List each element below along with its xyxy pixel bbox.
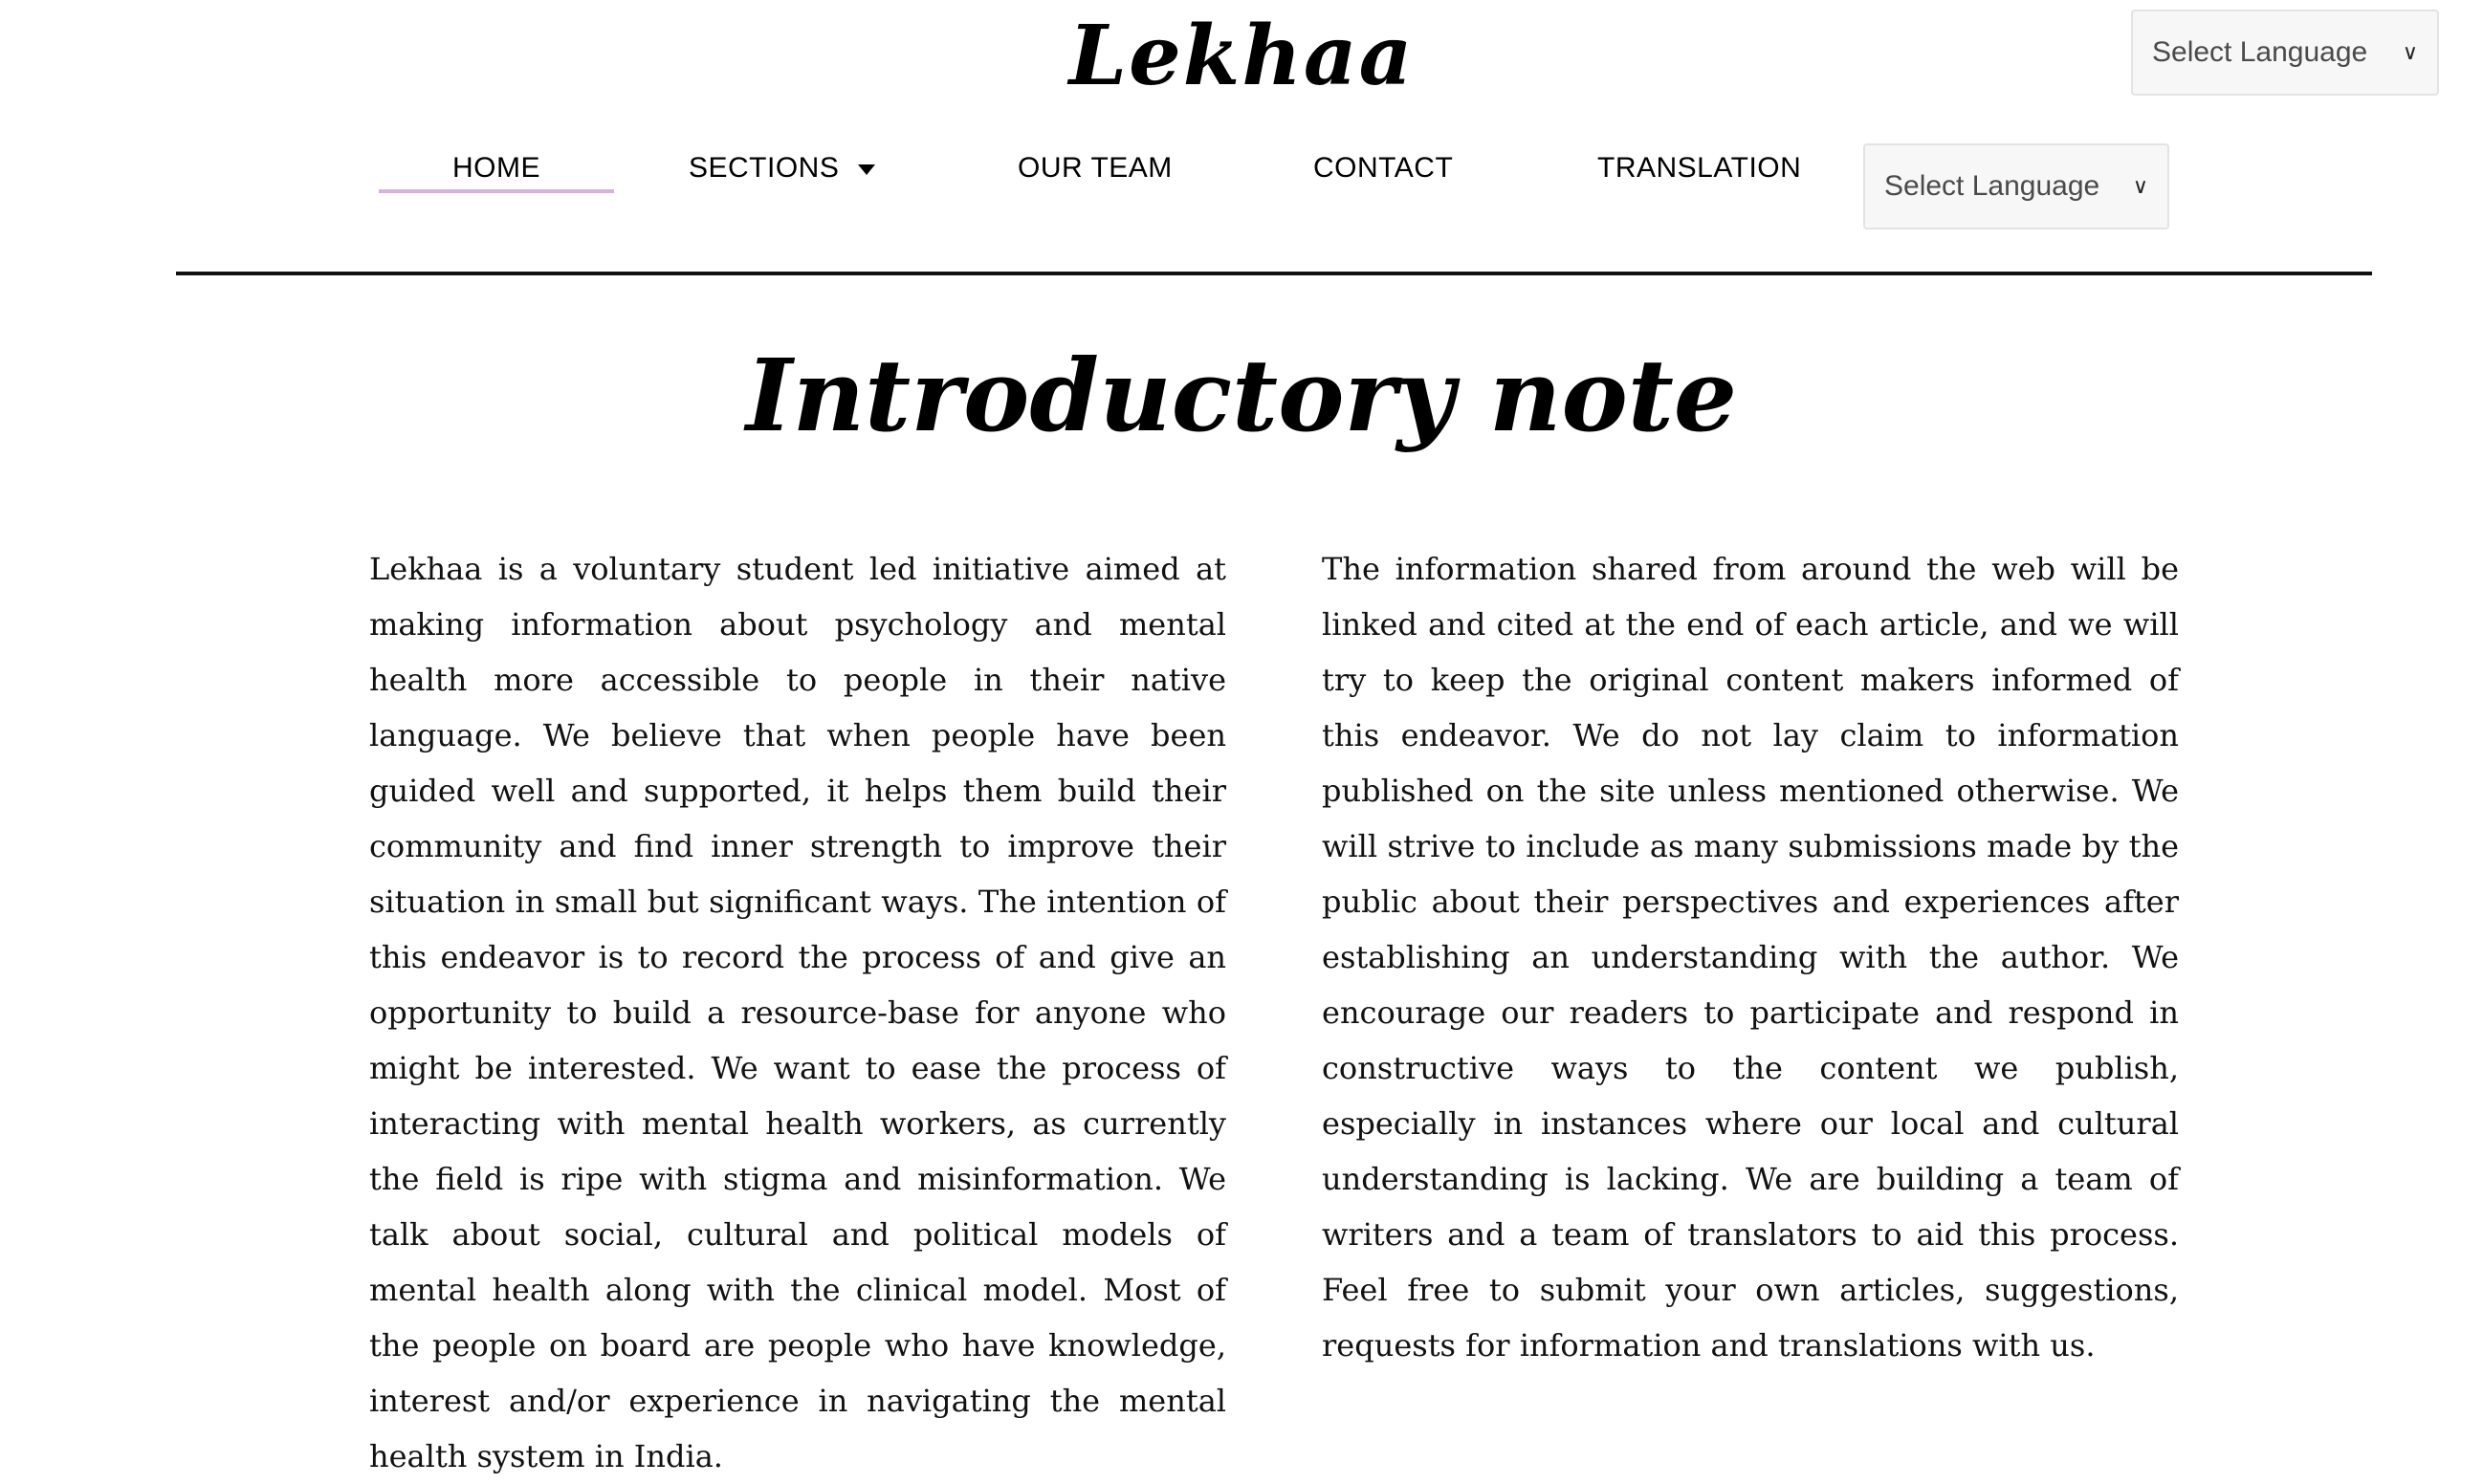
nav-item-home[interactable]	[379, 145, 614, 191]
nav-item-contact[interactable]	[1313, 145, 1453, 191]
active-indicator	[379, 189, 614, 193]
chevron-down-icon: ∨	[2402, 40, 2418, 64]
language-select-nav-label: Select Language	[1884, 170, 2100, 202]
page-title: Introductory note	[745, 337, 1738, 454]
nav-item-label: HOME	[452, 152, 540, 184]
nav-item-translation[interactable]	[1597, 145, 1801, 191]
chevron-down-icon: ∨	[2132, 174, 2148, 198]
nav-item-label: OUR TEAM	[1018, 152, 1173, 184]
language-select-nav[interactable]	[1863, 143, 2169, 229]
language-select-top-label: Select Language	[2152, 36, 2368, 68]
intro-paragraph-right: The information shared from around the web will be linked and cited at the end of each article, and we will try to keep the original content makers informed of this endeavor. We do not lay claim to information published on the site unless mentioned otherwise. We will strive to include as many submissions made by the public about their perspectives and experiences after establishing an understanding with the author. We encourage our readers to participate and respond in constructive ways to the content we publish, especially in instances where our local and cultural understanding is lacking. We are building a team of writers and a team of translators to aid this process. Feel free to submit your own articles, suggestions, requests for information and translations with us.	[1322, 551, 2179, 1364]
nav-item-sections[interactable]	[689, 145, 875, 191]
language-select-top[interactable]	[2131, 10, 2439, 96]
caret-down-icon	[858, 164, 875, 175]
nav-item-label: TRANSLATION	[1597, 152, 1802, 184]
nav-item-our-team[interactable]	[1018, 145, 1173, 191]
nav-item-label: CONTACT	[1313, 152, 1454, 184]
header-divider	[176, 272, 2372, 275]
nav-item-label: SECTIONS	[689, 152, 840, 184]
site-logo[interactable]: Lekhaa	[1068, 8, 1415, 104]
intro-paragraph-left: Lekhaa is a voluntary student led initiative aimed at making information about psychology and mental health more accessible to people in their native language. We believe that when people have been guided well and supported, it helps them build their community and find inner strength to improve their situation in small but significant ways. The intention of this endeavor is to record the process of and give an opportunity to build a resource-base for anyone who might be interested. We want to ease the process of interacting with mental health workers, as currently the field is ripe with stigma and misinformation. We talk about social, cultural and political models of mental health along with the clinical model. Most of the people on board are people who have knowledge, interest and/or experience in navigating the mental health system in India.	[369, 551, 1226, 1474]
